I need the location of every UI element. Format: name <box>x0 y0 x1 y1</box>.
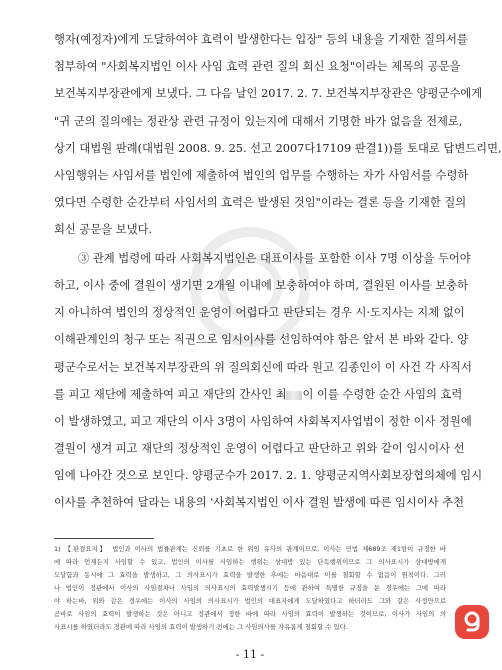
paragraph-line: 이해관계인의 청구 또는 직권으로 임시이사를 선임하여야 함은 앞서 본 바와 같다. 양 <box>54 333 469 346</box>
redaction-mask <box>286 391 302 400</box>
paragraph-line: ③ 관계 법령에 따라 사회복지법인은 대표이사를 포함한 이사 7명 이상을 두어야 <box>78 252 471 265</box>
body-line: 회신 공문을 보냈다. <box>54 223 153 236</box>
paragraph-line: 이사를 추천하여 달라는 내용의 '사회복지법인 이사 결원 발생에 따른 임시이사 추천 <box>54 496 465 509</box>
app-logo-icon[interactable] <box>455 605 489 639</box>
paragraph-line: 임에 나아간 것으로 보인다. 양평군수가 2017. 2. 1. 양평군지역사회보장협의체에 임시 <box>54 469 483 482</box>
body-line: 사임행위는 사임서를 법인에 제출하여 법인의 업무를 수행하는 자가 사임서를 수령하 <box>54 169 469 182</box>
footnote-line: 곧바로 사임의 효력이 발생하는 것은 아니고 정관에서 정한 바에 따라 사임의 효력이 발생하는 것이므로, 이사가 사임의 의 <box>54 610 446 618</box>
footnote-line: 야 하는바, 위와 같은 경우에는 이사의 사임의 의사표시가 법인의 대표자에게 도달하였다고 하더라도 그와 같은 사정만으로 <box>54 597 446 605</box>
paragraph-line-redacted <box>54 385 463 405</box>
paragraph-line: 평군수로서는 보건복지부장관의 위 질의회신에 따라 원고 김종인이 이 사건 각 사직서 <box>54 361 472 374</box>
footnote-line: 나 법인이 정관에서 이사의 사임절차나 사임의 의사표시의 효력발생시기 등에 관하여 특별한 규정을 둔 경우에는 그에 따라 <box>54 584 446 592</box>
footnote-divider <box>54 538 154 539</box>
body-line: 보건복지부장관에게 보냈다. 그 다음 날인 2017. 2. 7. 보건복지부장관은 양평군수에게 <box>54 87 483 100</box>
footnote-line: 도달함과 동시에 그 효력을 발생하고, 그 의사표시가 효력을 발생한 후에는 마음대로 이를 철회할 수 없음이 원칙이다. 그러 <box>54 571 446 579</box>
body-line: 행자(예정자)에게 도달하여야 효력이 발생한다는 입장" 등의 내용을 기재한 질의서를 <box>54 33 468 46</box>
footnote-line: 사표시를 하였더라도 정관에 따라 사임의 효력이 발생하기 전에는 그 사임의사를 자유롭게 철회할 수 있다. <box>54 623 348 631</box>
body-line: 상기 대법원 판례(대법원 2008. 9. 25. 선고 2007다17109 판결1))를 토대로 답변드리면, <box>54 142 502 155</box>
body-line: 였다면 수령한 순간부터 사임서의 효력은 발생된 것임"이라는 결론 등을 기재한 질의 <box>54 196 467 209</box>
redacted-line-tail: 이 이를 수령한 순간 사임의 효력 <box>302 388 463 401</box>
paragraph-line: 결원이 생겨 피고 재단의 정상적인 운영이 어렵다고 판단하고 위와 같이 임시이사 선 <box>54 442 465 455</box>
paragraph-line: 지 아니하여 법인의 정상적인 운영이 어렵다고 판단되는 경우 시·도지사는 지체 없이 <box>54 306 465 319</box>
footnote-line: 에 따라 언제든지 사임할 수 있고, 법인의 이사를 사임하는 행위는 상대방 있는 단독행위이므로 그 의사표시가 상대방에게 <box>54 558 446 566</box>
page-number: - 11 - <box>235 648 265 661</box>
body-line: "귀 군의 질의에는 정관상 관련 규정이 있는지에 대해서 기명한 바가 없음을 전제로, <box>54 115 463 128</box>
paragraph-line: 이 발생하였고, 피고 재단의 이사 3명이 사임하여 사회복지사업법이 정한 이사 정원에 <box>54 415 472 428</box>
paragraph-line: 하고, 이사 중에 결원이 생기면 2개월 이내에 보충하여야 하며, 결원된 이사를 보충하 <box>54 279 468 292</box>
redacted-line-head: 를 피고 재단에 제출하여 피고 재단의 간사인 최 <box>54 388 287 401</box>
body-line: 첨부하여 "사회복지법인 이사 사임 효력 관련 질의 회신 요청"이라는 제목의 공문을 <box>54 60 461 73</box>
logo-glyph-icon <box>461 610 483 634</box>
footnote-line: 1) 【판결요지】 법인과 이사의 법률관계는 신뢰를 기초로 한 위임 유사의 관계이므로, 이사는 민법 제689조 제1항이 규정한 바 <box>54 545 446 553</box>
